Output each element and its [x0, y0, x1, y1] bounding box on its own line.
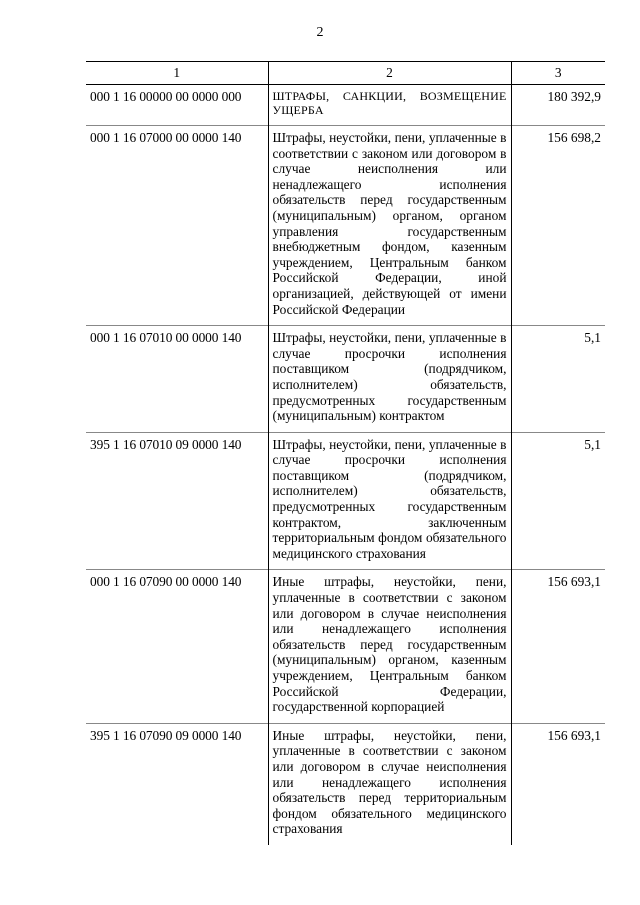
amount: 5,1 [511, 326, 605, 433]
table-row [86, 432, 605, 570]
budget-code: 000 1 16 07000 00 0000 140 [86, 126, 268, 326]
revenue-name: ШТРАФЫ, САНКЦИИ, ВОЗМЕЩЕНИЕ УЩЕРБА [268, 85, 511, 126]
header-column-3: 3 [511, 62, 605, 85]
amount: 180 392,9 [511, 85, 605, 126]
table-header-row [86, 62, 605, 85]
budget-code: 395 1 16 07090 09 0000 140 [86, 723, 268, 845]
header-column-1: 1 [86, 62, 268, 85]
amount: 156 698,2 [511, 126, 605, 326]
table-row [86, 326, 605, 433]
budget-code: 395 1 16 07010 09 0000 140 [86, 432, 268, 570]
budget-code: 000 1 16 07090 00 0000 140 [86, 570, 268, 723]
amount: 156 693,1 [511, 723, 605, 845]
budget-revenue-table [86, 61, 605, 845]
table-row [86, 126, 605, 326]
table-row [86, 85, 605, 126]
budget-code: 000 1 16 00000 00 0000 000 [90, 89, 242, 104]
page-number: 2 [316, 25, 324, 40]
revenue-name: Иные штрафы, неустойки, пени, уплаченные в соответствии с законом или договором в случае неисполнения или ненадлежащего исполнения обязательств перед территориальным фондом обязательного медицинского страхования [268, 723, 511, 845]
budget-code: 000 1 16 07010 00 0000 140 [86, 326, 268, 433]
revenue-name: Штрафы, неустойки, пени, уплаченные в соответствии с законом или договором в случае неисполнения или ненадлежащего исполнения обязательств перед государственным (муниципальным) органом, органом управления государственным внебюджетным фондом, казенным учреждением, Центральным банком Российской Федерации, иной организацией, действующей от имени Российской Федерации [268, 126, 511, 326]
revenue-name: Штрафы, неустойки, пени, уплаченные в случае просрочки исполнения поставщиком (подрядчиком, исполнителем) обязательств, предусмотренных государственным контрактом, заключенным территориальным фондом обязательного медицинского страхования [268, 432, 511, 570]
amount: 5,1 [511, 432, 605, 570]
header-column-2: 2 [268, 62, 511, 85]
table-row [86, 723, 605, 845]
revenue-name: Иные штрафы, неустойки, пени, уплаченные в соответствии с законом или договором в случае неисполнения или ненадлежащего исполнения обязательств перед государственным (муниципальным) органом, казенным учреждением, Центральным банком Российской Федерации, государственной корпорацией [268, 570, 511, 723]
table-row [86, 570, 605, 723]
amount: 156 693,1 [511, 570, 605, 723]
revenue-name: Штрафы, неустойки, пени, уплаченные в случае просрочки исполнения поставщиком (подрядчиком, исполнителем) обязательств, предусмотренных государственным (муниципальным) контрактом [268, 326, 511, 433]
